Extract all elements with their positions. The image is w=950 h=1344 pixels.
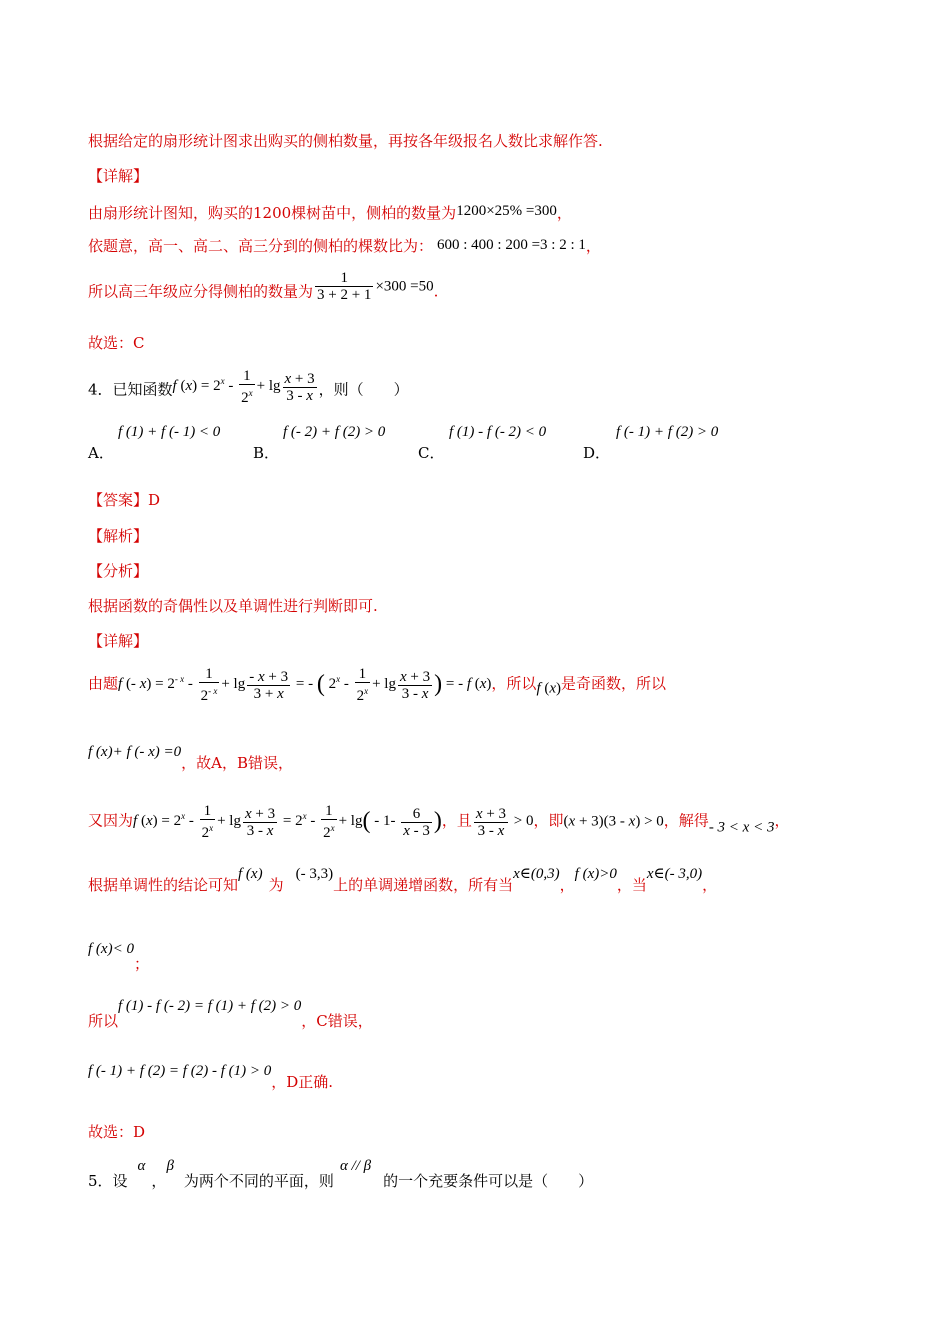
- formula: f (x): [536, 680, 562, 697]
- text: ，当: [616, 876, 647, 894]
- option-c-formula: f (1) - f (- 2) < 0: [449, 424, 547, 440]
- derivation-line: [88, 863, 717, 895]
- derivation-line: [88, 938, 149, 973]
- alpha-symbol: α: [137, 1158, 146, 1174]
- function-definition: f $(x) = 2^x$ - $\frac{1}{2^x}$ + lg $\frac{x + 3}{3 - x}$: [172, 368, 315, 406]
- text: ，: [556, 204, 572, 222]
- text: 为: [268, 876, 284, 894]
- fraction: [315, 270, 373, 303]
- text: ，D正确.: [271, 1073, 334, 1091]
- formula: f (- $x) = 2^{- x}$ - $\frac{1}{2^{- x}}$ + lg $\frac{- x + 3}{3 + x}$ = - ( 2$^x$ - $\frac{1}{2^x}$ + lg $\frac{x + 3}{3 - x}$ ) = - f (x): [118, 666, 492, 704]
- text: ，: [585, 237, 601, 255]
- formula: ×300 =50: [375, 278, 434, 295]
- derivation-line: [88, 666, 666, 704]
- formula: - 3 < x < 3: [708, 819, 775, 836]
- derivation-line: [88, 742, 293, 773]
- text: 由题: [88, 674, 119, 693]
- detail-heading: 【详解】: [88, 167, 149, 185]
- text: ，解得: [663, 811, 709, 830]
- formula: 1200×25% =300: [456, 203, 557, 219]
- formula: f (x)+ f (- x) =0: [88, 744, 182, 760]
- choice-line: 故选：C: [88, 334, 145, 352]
- option-d-label: D．: [583, 444, 611, 462]
- formula: x∈(0,3): [513, 866, 560, 882]
- detail-heading: 【详解】: [88, 632, 149, 650]
- text: ，则（ ）: [318, 380, 409, 399]
- derivation-line: [88, 803, 789, 841]
- option-a-label: A．: [88, 444, 114, 462]
- explanation-paragraph: 根据函数的奇偶性以及单调性进行判断即可.: [88, 597, 378, 615]
- text: ，: [151, 1172, 167, 1190]
- text: ，故A，B错误，: [181, 754, 293, 772]
- choice-line: 故选：D: [88, 1123, 146, 1141]
- answer-heading: 【答案】D: [88, 491, 161, 509]
- derivation-line: [88, 1060, 333, 1092]
- text: ，即: [533, 811, 564, 830]
- explanation-paragraph: [88, 235, 601, 256]
- denominator: 3 + 2 + 1: [317, 287, 372, 303]
- text: .: [433, 282, 439, 301]
- text: 所以: [88, 1012, 119, 1030]
- formula: f (- 1) + f (2) = f (2) - f (1) > 0: [88, 1063, 272, 1079]
- option-b-label: B．: [253, 444, 280, 462]
- formula: f $(x) = 2^x$ - $\frac{1}{2^x}$ + lg $\frac{x + 3}{3 - x}$ = $2^x$ - $\frac{1}{2^x}$ + lg( - 1- $\frac{6}{x - 3}$ ): [133, 803, 442, 841]
- formula: x∈(- 3,0): [646, 866, 703, 882]
- text: 所以高三年级应分得侧柏的数量为: [88, 282, 314, 301]
- formula: (x + 3)(3 - x) > 0: [563, 813, 664, 830]
- beta-symbol: β: [166, 1158, 174, 1174]
- text: 依题意，高一、高二、高三分到的侧柏的棵数比为：: [88, 237, 434, 255]
- explanation-paragraph: [88, 270, 438, 303]
- option-d-formula: f (- 1) + f (2) > 0: [616, 424, 719, 440]
- text: 的一个充要条件可以是（ ）: [383, 1172, 594, 1190]
- text: 为两个不同的平面，则: [183, 1172, 334, 1190]
- question-4: [88, 368, 409, 406]
- parallel-condition: α // β: [339, 1158, 372, 1174]
- formula: f (x)< 0: [88, 941, 134, 957]
- text: 上的单调递增函数，所有当: [333, 876, 514, 894]
- text: ，: [702, 876, 718, 894]
- text: 根据单调性的结论可知: [88, 876, 239, 894]
- formula: f (1) - f (- 2) = f (1) + f (2) > 0: [118, 998, 302, 1014]
- option-c-label: C．: [418, 444, 445, 462]
- fenxi-heading: 【分析】: [88, 562, 149, 580]
- numerator: 1: [315, 270, 373, 287]
- formula: f (x)>0: [574, 866, 617, 882]
- text: ，: [774, 811, 790, 830]
- text: ；: [133, 955, 149, 973]
- formula: 600 : 400 : 200 =3 : 2 : 1: [437, 237, 586, 253]
- explanation-paragraph: 根据给定的扇形统计图求出购买的侧柏数量，再按各年级报名人数比求解作答.: [88, 132, 603, 150]
- explanation-paragraph: [88, 201, 572, 223]
- question-5: [88, 1155, 593, 1191]
- formula: (- 3,3): [295, 866, 334, 882]
- formula: f (x): [238, 866, 263, 882]
- option-b-formula: f (- 2) + f (2) > 0: [283, 424, 386, 440]
- question-number: 4．已知函数: [88, 380, 173, 399]
- text: ，: [559, 876, 575, 894]
- text: 又因为: [88, 811, 134, 830]
- text: ，C错误，: [301, 1012, 373, 1030]
- option-a-formula: f (1) + f (- 1) < 0: [118, 424, 221, 440]
- text: ，所以: [491, 674, 537, 693]
- derivation-line: [88, 995, 373, 1031]
- analysis-heading: 【解析】: [88, 527, 149, 545]
- formula: $\frac{x + 3}{3 - x}$ > 0: [475, 805, 534, 839]
- question-number: 5．设: [88, 1172, 128, 1190]
- text: 是奇函数，所以: [561, 674, 667, 693]
- text: 由扇形统计图知，购买的1200棵树苗中，侧柏的数量为: [88, 204, 457, 222]
- text: ，且: [441, 811, 472, 830]
